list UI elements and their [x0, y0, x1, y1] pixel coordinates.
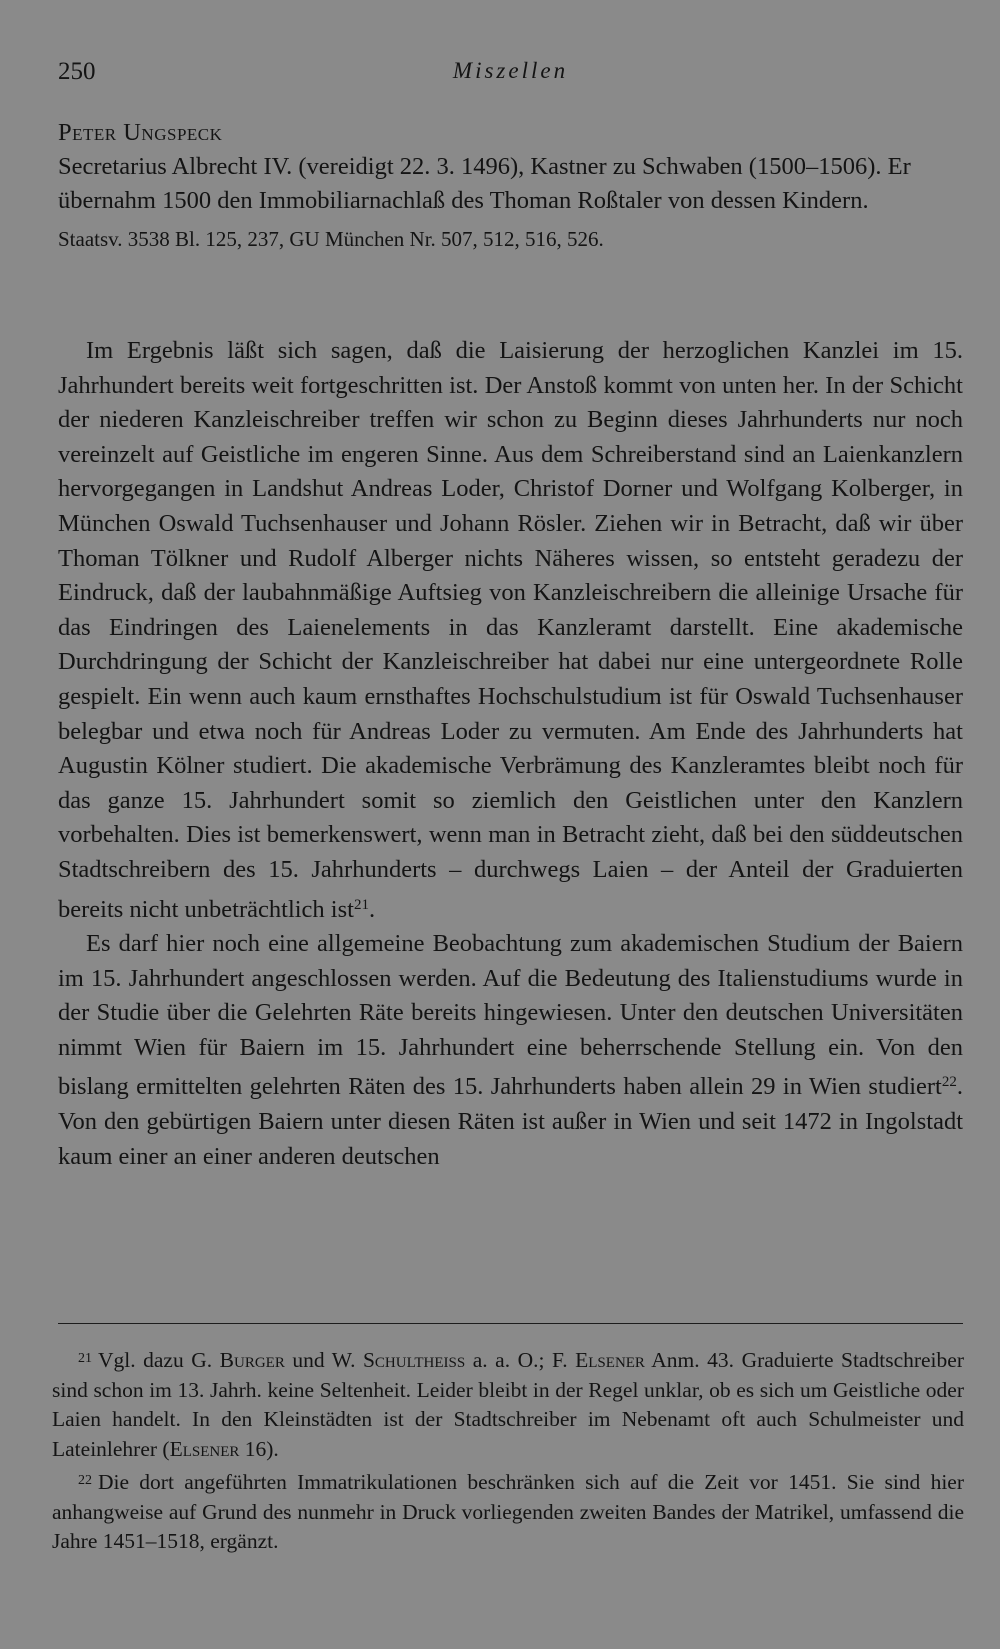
footnote-reference-22[interactable]: 22 [941, 1074, 957, 1091]
page-header [58, 54, 963, 94]
main-text [58, 334, 963, 1174]
footnote-text: a. a. O.; F. [465, 1348, 576, 1372]
footnote-text: 16). [239, 1436, 279, 1461]
entry-description: Secretarius Albrecht IV. (vereidigt 22. 3. 1496), Kastner zu Schwaben (1500–1506). Er übernahm 1500 den Immobiliarnachlaß des Thoman Roßtaler von dessen Kindern. [58, 153, 911, 214]
paragraph-1-text: Im Ergebnis läßt sich sagen, daß die Laisierung der herzoglichen Kanzlei im 15. Jahrhundert bereits weit fortgeschritten ist. Der Anstoß kommt von unten her. In der Schicht der niederen Kanzleischreiber treffen wir schon zu Beginn dieses Jahrhunderts nur noch vereinzelt auf Geistliche im engeren Sinne. Aus dem Schreiberstand sind an Laienkanzlern hervorgegangen in Landshut Andreas Loder, Christof Dorner und Wolfgang Kolberger, in München Oswald Tuchsenhauser und Johann Rösler. Ziehen wir in Betracht, daß wir über Thoman Tölkner und Rudolf Alberger nichts Näheres wissen, so entsteht geradezu der Eindruck, daß der laubahnmäßige Auftsieg von Kanzleischreibern die alleinige Ursache für das Eindringen des Laienelements in das Kanzleramt darstellt. Eine akademische Durchdringung der Schicht der Kanzleischreiber hat dabei nur eine untergeordnete Rolle gespielt. Ein wenn auch kaum ernsthaftes Hochschulstudium ist für Oswald Tuchsenhauser belegbar und etwa noch für Andreas Loder zu vermuten. Am Ende des Jahrhunderts hat Augustin Kölner studiert. Die akademische Verbrämung des Kanzleramtes bleibt noch für das ganze 15. Jahrhundert somit so ziemlich den Geistlichen unter den Kanzlern vorbehalten. Dies ist bemerkenswert, wenn man in Betracht zieht, daß bei den süddeutschen Stadtschreibern des 15. Jahrhunderts – durchwegs Laien – der Anteil der Graduierten bereits nicht unbeträchtlich ist [58, 337, 963, 923]
paragraph-1-end: . [368, 895, 376, 923]
biographical-entry [58, 116, 963, 254]
paragraph-1 [58, 334, 963, 927]
footnote-text: Die dort angeführten Immatrikulationen beschränken sich auf die Zeit vor 1451. Sie sind hier anhangweise auf Grund des nunmehr in Druck vorliegenden zweiten Bandes der Matrikel, umfassend die Jahre 1451–1518, ergänzt. [52, 1470, 964, 1553]
author-name: Schultheiss [362, 1348, 466, 1372]
paragraph-2-text: Es darf hier noch eine allgemeine Beobachtung zum akademischen Studium der Baiern im 15. Jahrhundert angeschlossen werden. Auf die Bedeutung des Italienstudiums wurde in der Studie über die Gelehrten Räte bereits hingewiesen. Unter den deutschen Universitäten nimmt Wien für Baiern im 15. Jahrhundert eine beherrschende Stellung ein. Von den bislang ermittelten gelehrten Räten des 15. Jahrhunderts haben allein 29 in Wien studiert [58, 930, 963, 1101]
author-name: Burger [219, 1348, 285, 1372]
footnote-reference-21[interactable]: 21 [353, 896, 369, 913]
author-name: Elsener [169, 1436, 240, 1461]
footnote-divider [58, 1323, 963, 1324]
running-title: Miszellen [452, 58, 569, 83]
paragraph-2 [58, 927, 963, 1174]
footnote-label: 21 [78, 1351, 92, 1366]
footnote-21 [52, 1344, 964, 1464]
footnote-text: Anm. 43. Graduierte Stadtschreiber sind schon im 13. Jahrh. keine Seltenheit. Leider bleibt in der Regel unklar, ob es sich um Geistliche oder Laien handelt. In den Kleinstädten ist der Stadtschreiber im Nebenamt oft auch Schulmeister und Lateinlehrer ( [52, 1348, 964, 1461]
footnotes [52, 1344, 964, 1559]
entry-sources: Staatsv. 3538 Bl. 125, 237, GU München Nr. 507, 512, 516, 526. [58, 227, 604, 251]
footnote-label: 22 [78, 1473, 92, 1488]
footnote-text: und W. [284, 1348, 363, 1372]
entry-name: Peter Ungspeck [58, 119, 223, 146]
footnote-text: Vgl. dazu G. [98, 1348, 220, 1372]
page-number: 250 [58, 58, 96, 85]
paragraph-2-text-after: . Von den gebürtigen Baiern unter diesen Räten ist außer in Wien und seit 1472 in Ingolstadt kaum einer an einer anderen deutschen [58, 1073, 963, 1170]
footnote-22 [52, 1466, 964, 1557]
author-name: Elsener [575, 1348, 645, 1372]
